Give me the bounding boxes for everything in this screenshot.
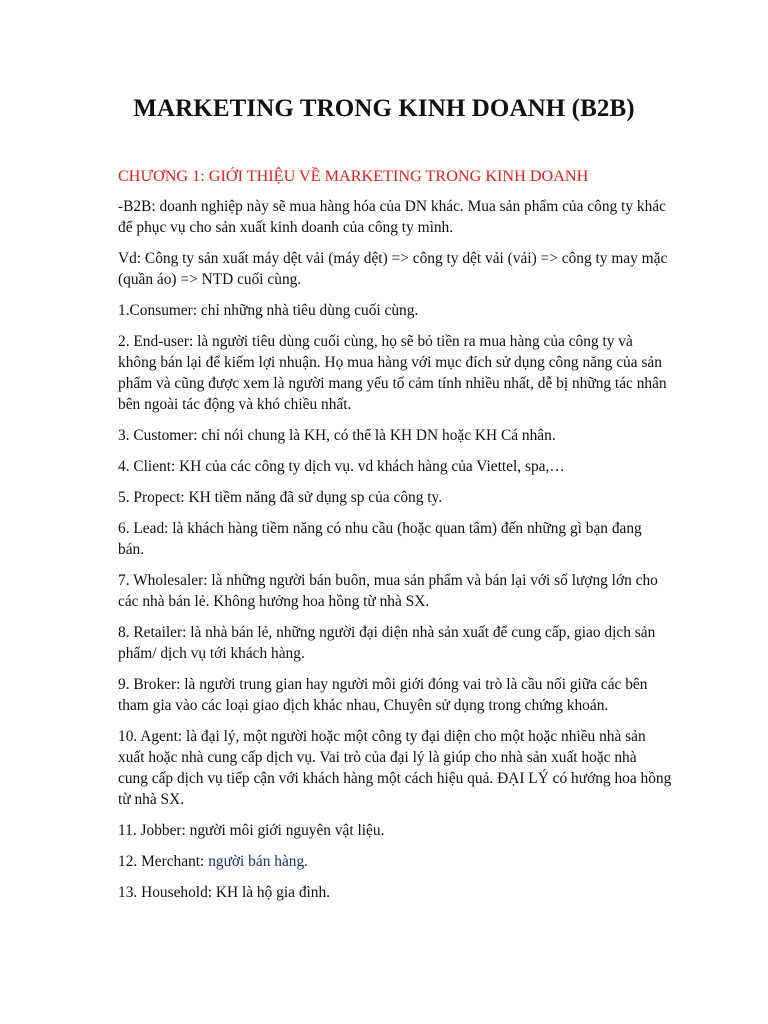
paragraph-wholesaler [118,571,678,613]
document-body [118,197,678,914]
text-line: tham gia vào các loại giao dịch khác nhau, Chuyên sử dụng trong chứng khoán. [118,697,609,715]
text-line: 10. Agent: là đại lý, một người hoặc một công ty đại diện cho một hoặc nhiều nhà sản [118,728,646,746]
paragraph-consumer [118,301,678,322]
text-line: phẩm và cũng được xem là người mang yếu tố cảm tính nhiều nhất, dễ bị những tác nhân [118,374,667,392]
text-line: 13. Household: KH là hộ gia đình. [118,884,331,902]
paragraph-customer [118,426,678,447]
text-line: bán. [118,541,145,559]
text-line: để phục vụ cho sản xuất kinh doanh của công ty mình. [118,218,454,236]
chapter-heading: CHƯƠNG 1: GIỚI THIỆU VỀ MARKETING TRONG KINH DOANH [118,167,589,185]
document-title: MARKETING TRONG KINH DOANH (B2B) [133,95,635,122]
text-line: 2. End-user: là người tiêu dùng cuối cùng, họ sẽ bỏ tiền ra mua hàng của công ty và [118,333,633,351]
text-line: 9. Broker: là người trung gian hay người môi giới đóng vai trò là cầu nối giữa các bên [118,676,648,694]
paragraph-b2b [118,197,678,239]
text-line: từ nhà SX. [118,790,185,808]
text-line: -B2B: doanh nghiệp này sẽ mua hàng hóa của DN khác. Mua sản phẩm của công ty khác [118,198,666,215]
text-line: 1.Consumer: chỉ những nhà tiêu dùng cuối cùng. [118,301,419,319]
merchant-line [118,852,678,873]
text-line: 6. Lead: là khách hàng tiềm năng có nhu cầu (hoặc quan tâm) đến những gì bạn đang [118,520,642,538]
paragraph-lead [118,519,678,561]
text-line: cung cấp dịch vụ tiếp cận với khách hàng một cách hiệu quả. ĐẠI LÝ có hướng hoa hồng [118,769,672,787]
text-line: 3. Customer: chỉ nói chung là KH, có thể là KH DN hoặc KH Cá nhân. [118,426,556,444]
text-line: bên ngoài tác động và khó chiều nhất. [118,395,352,413]
text-line: xuất hoặc nhà cung cấp dịch vụ. Vai trò của đại lý là giúp cho nhà sản xuất hoặc nhà [118,749,637,767]
paragraph-prospect [118,488,678,509]
paragraph-merchant [118,852,678,873]
text-line: 5. Propect: KH tiềm năng đã sử dụng sp của công ty. [118,489,443,507]
text-line: Vd: Công ty sản xuất máy dệt vải (máy dệt) => công ty dệt vải (vải) => công ty may mặc [118,249,668,267]
paragraph-example [118,249,678,291]
text-line: 8. Retailer: là nhà bán lẻ, những người đại diện nhà sản xuất để cung cấp, giao dịch sản [118,624,656,642]
text-line: 11. Jobber: người môi giới nguyên vật liệu. [118,821,385,839]
paragraph-jobber [118,821,678,842]
text-line: các nhà bán lẻ. Không hưởng hoa hồng từ nhà SX. [118,593,430,611]
text-line: (quần áo) => NTD cuối cùng. [118,270,302,288]
text-line: phẩm/ dịch vụ tới khách hàng. [118,645,305,663]
paragraph-client [118,457,678,478]
paragraph-household [118,883,678,904]
text-line: 7. Wholesaler: là những người bán buôn, mua sản phẩm và bán lại với số lượng lớn cho [118,572,658,590]
text-line: không bán lại để kiếm lợi nhuận. Họ mua hàng với mục đích sử dụng công năng của sản [118,353,662,371]
paragraph-end-user [118,332,678,415]
paragraph-retailer [118,623,678,665]
merchant-label: 12. Merchant: [118,853,209,870]
merchant-definition: người bán hàng. [208,853,309,870]
paragraph-broker [118,675,678,717]
text-line: 4. Client: KH của các công ty dịch vụ. vd khách hàng của Viettel, spa,… [118,457,565,475]
paragraph-agent [118,727,678,810]
